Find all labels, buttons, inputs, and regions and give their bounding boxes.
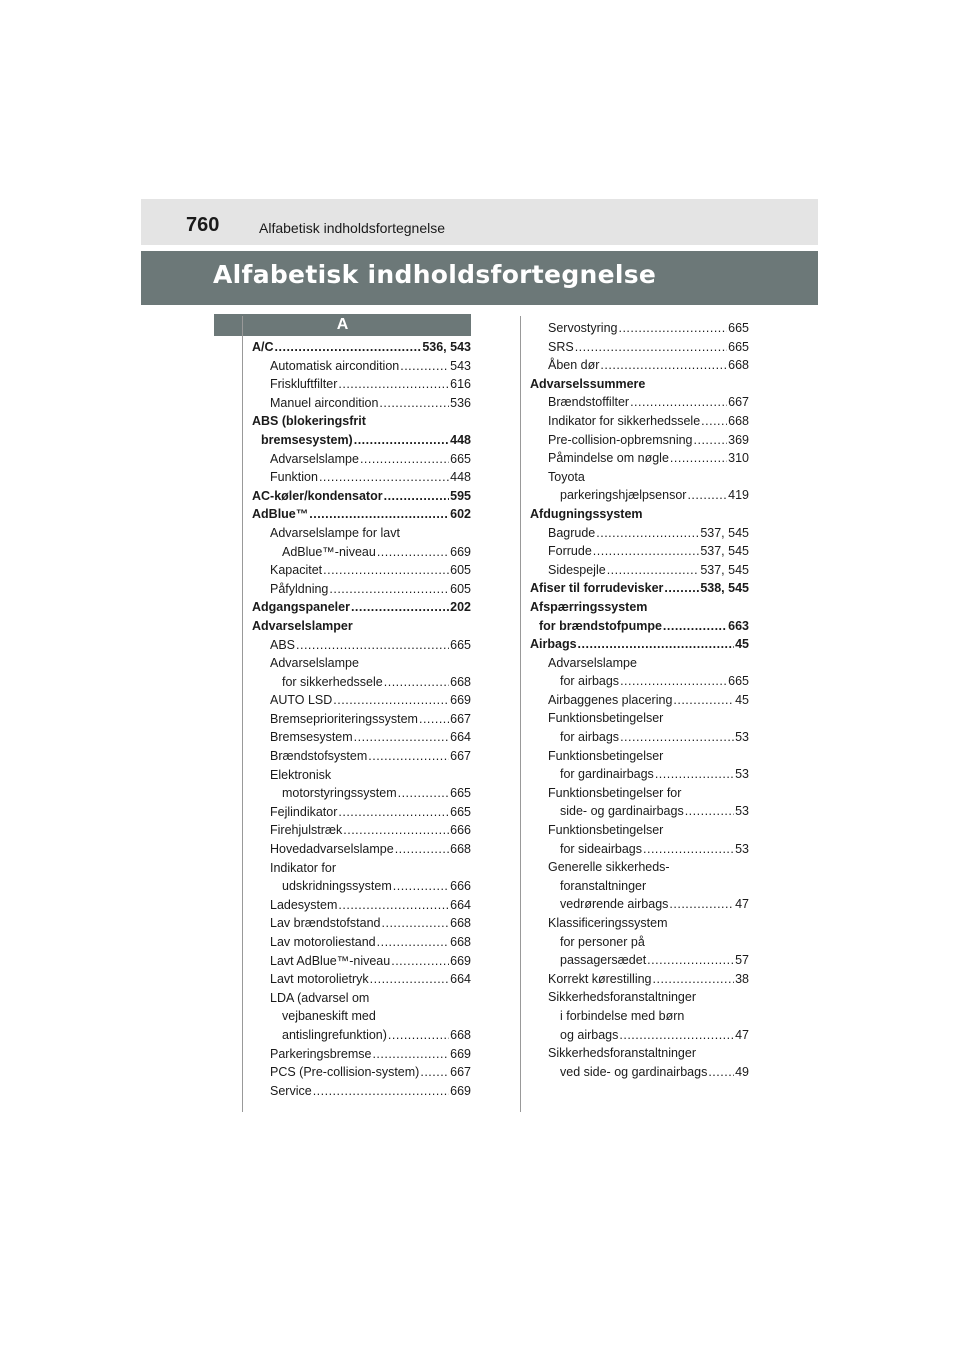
- dot-leader: [368, 747, 449, 766]
- dot-leader: [398, 784, 450, 803]
- index-term: vedrørende airbags: [560, 897, 669, 912]
- index-term: Åben dør: [548, 358, 600, 373]
- index-heading: Generelle sikkerheds-: [548, 860, 670, 875]
- index-entry: [252, 375, 471, 394]
- page-reference: 536, 543: [422, 340, 471, 354]
- index-term: Airbags: [530, 637, 577, 652]
- index-term: Friskluftfilter: [270, 377, 338, 392]
- dot-leader: [687, 486, 727, 505]
- dot-leader: [391, 952, 449, 971]
- dot-leader: [384, 673, 449, 692]
- dot-leader: [673, 691, 734, 710]
- index-heading: foranstaltninger: [560, 878, 647, 893]
- index-term: antislingrefunktion): [282, 1027, 387, 1042]
- dot-leader: [670, 449, 727, 468]
- index-heading: vejbaneskift med: [282, 1009, 376, 1024]
- dot-leader: [338, 896, 449, 915]
- index-term: Påfyldning: [270, 581, 329, 596]
- page-reference: 668: [728, 358, 749, 373]
- dot-leader: [343, 821, 449, 840]
- dot-leader: [370, 970, 449, 989]
- page-reference: 53: [735, 841, 749, 856]
- dot-leader: [393, 877, 449, 896]
- index-term: Brændstoffilter: [548, 395, 630, 410]
- index-entry: [530, 524, 749, 543]
- dot-leader: [708, 1063, 734, 1082]
- page-reference: 668: [450, 674, 471, 689]
- page-reference: 668: [450, 842, 471, 857]
- index-term: A/C: [252, 340, 274, 354]
- index-entry: [252, 1045, 471, 1064]
- dot-leader: [664, 579, 699, 598]
- index-heading: Advarselslampe: [548, 655, 637, 670]
- dot-leader: [333, 691, 449, 710]
- dot-leader: [419, 710, 449, 729]
- page-reference: 663: [728, 618, 749, 633]
- index-column-1: [252, 338, 471, 1100]
- page-reference: 53: [735, 730, 749, 745]
- index-entry: [530, 449, 749, 468]
- index-heading: Elektronisk: [270, 767, 332, 782]
- index-heading: Afdugningssystem: [530, 506, 643, 521]
- page-reference: 665: [450, 637, 471, 652]
- page-reference: 49: [735, 1064, 749, 1079]
- index-term: Lav brændstofstand: [270, 916, 381, 931]
- page-reference: 665: [728, 339, 749, 354]
- page-reference: 664: [450, 972, 471, 987]
- index-entry: [252, 338, 471, 357]
- dot-leader: [630, 393, 727, 412]
- index-heading: Funktionsbetingelser for: [548, 785, 682, 800]
- index-term: bremsesystem): [261, 432, 353, 447]
- page-reference: 310: [728, 451, 749, 466]
- page-reference: 47: [735, 897, 749, 912]
- index-term: Service: [270, 1083, 312, 1098]
- index-entry: [252, 784, 471, 803]
- dot-leader: [354, 431, 449, 450]
- index-entry: [530, 486, 749, 505]
- index-entry: [252, 914, 471, 933]
- index-term: Hovedadvarselslampe: [270, 842, 394, 857]
- page-reference: 538, 545: [700, 581, 749, 596]
- page-reference: 595: [450, 488, 471, 503]
- index-term: motorstyringssystem: [282, 786, 397, 801]
- index-term: PCS (Pre-collision-system): [270, 1065, 420, 1080]
- index-entry: [530, 319, 749, 338]
- page-reference: 419: [728, 488, 749, 503]
- page-title: Alfabetisk indholdsfortegnelse: [213, 260, 657, 289]
- dot-leader: [593, 542, 700, 561]
- index-heading: ABS (blokeringsfrit: [252, 414, 366, 429]
- page-reference: 202: [450, 600, 471, 615]
- index-heading: Funktionsbetingelser: [548, 748, 664, 763]
- dot-leader: [643, 840, 734, 859]
- page-reference: 669: [450, 693, 471, 708]
- page-reference: 45: [735, 637, 749, 652]
- page-reference: 669: [450, 953, 471, 968]
- page-reference: 45: [735, 692, 749, 707]
- index-term: udskridningssystem: [282, 879, 392, 894]
- page-reference: 448: [450, 470, 471, 485]
- dot-leader: [701, 412, 727, 431]
- page-reference: 665: [728, 674, 749, 689]
- page-reference: 53: [735, 804, 749, 819]
- index-term: Airbaggenes placering: [548, 692, 673, 707]
- page-reference: 666: [450, 879, 471, 894]
- index-term: Bremsesystem: [270, 730, 353, 745]
- index-entry: [530, 1026, 749, 1045]
- dot-leader: [372, 1045, 449, 1064]
- dot-leader: [275, 338, 422, 357]
- index-entry: [530, 728, 749, 747]
- index-entry: [530, 579, 749, 598]
- index-entry: [252, 691, 471, 710]
- page-reference: 665: [450, 786, 471, 801]
- index-entry: [530, 412, 749, 431]
- index-heading: Advarselslampe: [270, 656, 359, 671]
- index-term: Bremseprioriteringssystem: [270, 711, 418, 726]
- dot-leader: [296, 636, 449, 655]
- index-heading: Advarselssummere: [530, 376, 646, 391]
- index-term: Lavt AdBlue™-niveau: [270, 953, 391, 968]
- index-entry: [252, 747, 471, 766]
- index-term: Automatisk aircondition: [270, 358, 400, 373]
- index-entry: [252, 431, 471, 450]
- index-term: AC-køler/kondensator: [252, 488, 383, 503]
- page-reference: 669: [450, 1083, 471, 1098]
- index-entry: [530, 672, 749, 691]
- page-reference: 666: [450, 823, 471, 838]
- page-reference: 664: [450, 730, 471, 745]
- page-reference: 668: [728, 413, 749, 428]
- index-entry: [530, 542, 749, 561]
- section-letter-A: A: [214, 314, 471, 336]
- index-term: AUTO LSD: [270, 693, 333, 708]
- page-reference: 605: [450, 581, 471, 596]
- page-reference: 543: [450, 358, 471, 373]
- index-heading: Funktionsbetingelser: [548, 711, 664, 726]
- index-entry: [252, 450, 471, 469]
- index-entry: [252, 728, 471, 747]
- index-entry: [530, 617, 749, 636]
- index-entry: [530, 802, 749, 821]
- column-divider-middle: [520, 316, 521, 1112]
- index-term: for sikkerhedssele: [282, 674, 383, 689]
- index-term: for sideairbags: [560, 841, 642, 856]
- dot-leader: [384, 487, 450, 506]
- dot-leader: [669, 895, 734, 914]
- index-term: Parkeringsbremse: [270, 1046, 372, 1061]
- dot-leader: [618, 319, 727, 338]
- index-entry: [530, 338, 749, 357]
- page-reference: 537, 545: [700, 562, 749, 577]
- index-term: parkeringshjælpsensor: [560, 488, 687, 503]
- dot-leader: [377, 933, 450, 952]
- dot-leader: [600, 356, 727, 375]
- index-term: Funktion: [270, 470, 318, 485]
- index-term: Manuel aircondition: [270, 395, 379, 410]
- index-heading: Toyota: [548, 469, 585, 484]
- index-term: Ladesystem: [270, 897, 338, 912]
- index-entry: [530, 895, 749, 914]
- index-entry: [530, 951, 749, 970]
- index-entry: [252, 505, 471, 524]
- dot-leader: [319, 468, 449, 487]
- dot-leader: [653, 970, 735, 989]
- index-entry: [530, 691, 749, 710]
- index-term: Servostyring: [548, 321, 618, 335]
- index-entry: [530, 840, 749, 859]
- page-reference: 665: [728, 321, 749, 335]
- dot-leader: [663, 617, 727, 636]
- dot-leader: [578, 635, 735, 654]
- dot-leader: [694, 431, 728, 450]
- page-reference: 57: [735, 953, 749, 968]
- index-entry: [252, 636, 471, 655]
- index-entry: [252, 394, 471, 413]
- index-term: Indikator for sikkerhedssele: [548, 413, 701, 428]
- index-entry: [252, 1063, 471, 1082]
- index-entry: [252, 877, 471, 896]
- index-entry: [530, 635, 749, 654]
- page-reference: 602: [450, 507, 471, 522]
- dot-leader: [647, 951, 734, 970]
- index-entry: [252, 933, 471, 952]
- index-term: for gardinairbags: [560, 767, 654, 782]
- running-title: Alfabetisk indholdsfortegnelse: [259, 220, 446, 236]
- index-entry: [530, 356, 749, 375]
- index-entry: [530, 431, 749, 450]
- index-term: for airbags: [560, 730, 620, 745]
- page-reference: 667: [450, 711, 471, 726]
- index-term: Bagrude: [548, 525, 596, 540]
- dot-leader: [395, 840, 449, 859]
- page-reference: 669: [450, 1046, 471, 1061]
- dot-leader: [323, 561, 449, 580]
- page-number: 760: [186, 214, 220, 236]
- index-heading: Klassificeringssystem: [548, 916, 668, 930]
- page-reference: 668: [450, 916, 471, 931]
- index-entry: [252, 561, 471, 580]
- dot-leader: [309, 505, 449, 524]
- dot-leader: [619, 1026, 734, 1045]
- index-entry: [252, 1082, 471, 1101]
- index-entry: [530, 1063, 749, 1082]
- dot-leader: [351, 598, 449, 617]
- page-reference: 369: [728, 432, 749, 447]
- index-heading: Advarselslampe for lavt: [270, 525, 400, 540]
- index-heading: i forbindelse med børn: [560, 1008, 685, 1023]
- index-entry: [252, 1026, 471, 1045]
- index-heading: Indikator for: [270, 860, 337, 875]
- index-term: side- og gardinairbags: [560, 804, 684, 819]
- dot-leader: [575, 338, 727, 357]
- dot-leader: [400, 357, 449, 376]
- page-reference: 668: [450, 935, 471, 949]
- index-entry: [530, 561, 749, 580]
- index-term: ved side- og gardinairbags: [560, 1064, 708, 1079]
- running-header: [141, 199, 818, 245]
- page-reference: 667: [450, 1065, 471, 1080]
- index-term: for airbags: [560, 674, 620, 689]
- dot-leader: [620, 672, 727, 691]
- page-reference: 537, 545: [700, 544, 749, 559]
- page-reference: 669: [450, 544, 471, 559]
- page-reference: 38: [735, 971, 749, 986]
- index-term: Korrekt kørestilling: [548, 971, 652, 986]
- index-heading: Sikkerhedsforanstaltninger: [548, 990, 696, 1005]
- title-banner: [141, 251, 818, 305]
- index-entry: [252, 543, 471, 562]
- index-term: ABS: [270, 637, 296, 652]
- index-heading: LDA (advarsel om: [270, 990, 370, 1005]
- dot-leader: [382, 914, 450, 933]
- index-entry: [530, 393, 749, 412]
- index-entry: [252, 821, 471, 840]
- page-reference: 665: [450, 804, 471, 819]
- index-heading: Sikkerhedsforanstaltninger: [548, 1046, 696, 1061]
- index-column-2: [530, 319, 749, 1081]
- index-entry: [252, 803, 471, 822]
- index-term: Adgangspaneler: [252, 600, 350, 615]
- index-entry: [252, 840, 471, 859]
- dot-leader: [338, 375, 449, 394]
- index-term: AdBlue™-niveau: [282, 544, 376, 559]
- page-reference: 605: [450, 563, 471, 578]
- index-entry: [530, 970, 749, 989]
- index-entry: [252, 357, 471, 376]
- dot-leader: [596, 524, 699, 543]
- page-reference: 668: [450, 1027, 471, 1042]
- page-reference: 53: [735, 767, 749, 782]
- page-reference: 616: [450, 377, 471, 392]
- index-entry: [252, 952, 471, 971]
- dot-leader: [338, 803, 449, 822]
- index-term: Brændstofsystem: [270, 749, 368, 764]
- dot-leader: [360, 450, 449, 469]
- index-entry: [252, 580, 471, 599]
- dot-leader: [685, 802, 734, 821]
- index-term: for brændstofpumpe: [539, 618, 662, 633]
- page-reference: 667: [728, 395, 749, 410]
- index-term: Lavt motorolietryk: [270, 972, 369, 987]
- page-reference: 536: [450, 395, 471, 410]
- index-heading: Advarselslamper: [252, 618, 353, 633]
- dot-leader: [354, 728, 449, 747]
- index-entry: [252, 487, 471, 506]
- dot-leader: [420, 1063, 449, 1082]
- index-term: AdBlue™: [252, 507, 309, 522]
- dot-leader: [620, 728, 734, 747]
- index-entry: [252, 598, 471, 617]
- dot-leader: [377, 543, 449, 562]
- index-term: SRS: [548, 339, 574, 354]
- index-heading: for personer på: [560, 934, 645, 949]
- index-heading: Afspærringssystem: [530, 599, 648, 614]
- index-term: Advarselslampe: [270, 451, 359, 466]
- index-term: Firehjulstræk: [270, 823, 343, 838]
- page-reference: 47: [735, 1027, 749, 1042]
- index-term: Fejlindikator: [270, 804, 338, 819]
- page-reference: 665: [450, 451, 471, 466]
- index-heading: Funktionsbetingelser: [548, 823, 664, 838]
- index-term: passagersædet: [560, 953, 647, 968]
- dot-leader: [379, 394, 449, 413]
- index-term: Pre-collision-opbremsning: [548, 432, 693, 447]
- page-reference: 664: [450, 897, 471, 912]
- page-reference: 448: [450, 432, 471, 447]
- index-entry: [252, 673, 471, 692]
- dot-leader: [313, 1082, 449, 1101]
- index-term: Forrude: [548, 544, 592, 559]
- index-term: Afiser til forrudevisker: [530, 581, 664, 596]
- index-term: Kapacitet: [270, 563, 323, 578]
- index-entry: [252, 468, 471, 487]
- index-term: Lav motoroliestand: [270, 935, 376, 949]
- page-reference: 667: [450, 749, 471, 764]
- column-divider-left: [242, 316, 243, 1112]
- index-term: og airbags: [560, 1027, 619, 1042]
- dot-leader: [607, 561, 700, 580]
- dot-leader: [655, 765, 734, 784]
- dot-leader: [388, 1026, 449, 1045]
- dot-leader: [329, 580, 449, 599]
- index-entry: [252, 710, 471, 729]
- index-entry: [530, 765, 749, 784]
- page-reference: 537, 545: [700, 525, 749, 540]
- index-entry: [252, 970, 471, 989]
- index-term: Sidespejle: [548, 562, 606, 577]
- index-term: Påmindelse om nøgle: [548, 451, 669, 466]
- index-entry: [252, 896, 471, 915]
